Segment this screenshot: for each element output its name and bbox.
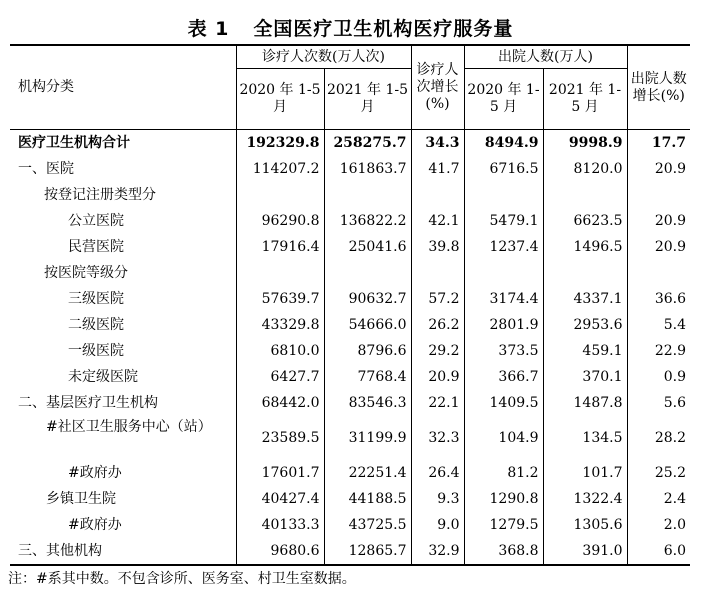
cell-visits-2021: 136822.2 <box>324 208 411 234</box>
row-label: 未定级医院 <box>10 364 236 390</box>
table-row <box>10 364 690 390</box>
cell-discharge-2021: 1305.6 <box>543 512 627 538</box>
cell-visits-2021: 25041.6 <box>324 234 411 260</box>
header-category: 机构分类 <box>10 45 236 130</box>
cell-discharge-growth: 36.6 <box>627 286 690 312</box>
cell-discharge-growth: 25.2 <box>627 460 690 486</box>
cell-visits-2020: 114207.2 <box>236 156 324 182</box>
header-visits-2020: 2020 年 1-5 月 <box>236 69 324 130</box>
cell-discharge-2021: 1322.4 <box>543 486 627 512</box>
cell-visits-growth: 41.7 <box>411 156 464 182</box>
cell-discharge-growth: 2.0 <box>627 512 690 538</box>
table-row <box>10 208 690 234</box>
cell-discharge-2021: 1487.8 <box>543 390 627 416</box>
cell-visits-2020: 6810.0 <box>236 338 324 364</box>
cell-discharge-growth <box>627 260 690 286</box>
table-row <box>10 312 690 338</box>
cell-discharge-2020: 368.8 <box>464 538 543 565</box>
cell-discharge-2020: 104.9 <box>464 416 543 460</box>
cell-discharge-2020: 1279.5 <box>464 512 543 538</box>
header-discharge-group: 出院人数(万人) <box>464 45 627 69</box>
cell-discharge-growth: 2.4 <box>627 486 690 512</box>
cell-visits-2021: 83546.3 <box>324 390 411 416</box>
cell-discharge-2021: 4337.1 <box>543 286 627 312</box>
cell-visits-2020 <box>236 182 324 208</box>
table-row <box>10 416 690 460</box>
table-row <box>10 390 690 416</box>
row-label: 三级医院 <box>10 286 236 312</box>
cell-visits-2020: 40427.4 <box>236 486 324 512</box>
cell-visits-2021: 22251.4 <box>324 460 411 486</box>
table-row <box>10 130 690 157</box>
cell-discharge-2020: 1290.8 <box>464 486 543 512</box>
row-label: 按登记注册类型分 <box>10 182 236 208</box>
cell-discharge-2021: 6623.5 <box>543 208 627 234</box>
table-number: 表 1 <box>187 18 230 40</box>
cell-discharge-2021: 8120.0 <box>543 156 627 182</box>
cell-visits-growth: 57.2 <box>411 286 464 312</box>
header-visits-growth: 诊疗人次增长(%) <box>411 45 464 130</box>
cell-visits-growth: 34.3 <box>411 130 464 157</box>
table-row <box>10 182 690 208</box>
cell-visits-growth: 20.9 <box>411 364 464 390</box>
header-visits-2021: 2021 年 1-5 月 <box>324 69 411 130</box>
row-label: #社区卫生服务中心（站） <box>10 416 236 460</box>
table-row <box>10 234 690 260</box>
cell-visits-2021: 54666.0 <box>324 312 411 338</box>
row-label: 一、医院 <box>10 156 236 182</box>
cell-visits-2021: 44188.5 <box>324 486 411 512</box>
cell-discharge-2020 <box>464 260 543 286</box>
cell-discharge-2021 <box>543 182 627 208</box>
cell-visits-2020: 192329.8 <box>236 130 324 157</box>
cell-discharge-growth: 22.9 <box>627 338 690 364</box>
cell-discharge-2021: 101.7 <box>543 460 627 486</box>
cell-visits-2020: 40133.3 <box>236 512 324 538</box>
row-label: 一级医院 <box>10 338 236 364</box>
footnote: 注：#系其中数。不包含诊所、医务室、村卫生室数据。 <box>8 571 356 587</box>
table-title-text: 全国医疗卫生机构医疗服务量 <box>253 18 514 40</box>
cell-visits-growth <box>411 182 464 208</box>
row-label: #政府办 <box>10 512 236 538</box>
cell-visits-growth: 26.2 <box>411 312 464 338</box>
cell-discharge-2020: 2801.9 <box>464 312 543 338</box>
cell-visits-2021: 8796.6 <box>324 338 411 364</box>
cell-visits-2021: 258275.7 <box>324 130 411 157</box>
cell-visits-2020: 9680.6 <box>236 538 324 565</box>
cell-visits-2020: 68442.0 <box>236 390 324 416</box>
cell-visits-2020: 6427.7 <box>236 364 324 390</box>
table-row <box>10 538 690 565</box>
cell-visits-2021 <box>324 182 411 208</box>
cell-visits-2021: 161863.7 <box>324 156 411 182</box>
cell-discharge-2020: 373.5 <box>464 338 543 364</box>
cell-visits-growth <box>411 260 464 286</box>
cell-discharge-2020: 3174.4 <box>464 286 543 312</box>
row-label: 二、基层医疗卫生机构 <box>10 390 236 416</box>
cell-discharge-2021: 370.1 <box>543 364 627 390</box>
cell-visits-growth: 32.9 <box>411 538 464 565</box>
cell-discharge-2020: 81.2 <box>464 460 543 486</box>
row-label: 三、其他机构 <box>10 538 236 565</box>
row-label: 民营医院 <box>10 234 236 260</box>
table-row <box>10 512 690 538</box>
cell-discharge-2021: 134.5 <box>543 416 627 460</box>
cell-visits-growth: 39.8 <box>411 234 464 260</box>
cell-discharge-2020: 6716.5 <box>464 156 543 182</box>
cell-visits-growth: 32.3 <box>411 416 464 460</box>
cell-visits-2021: 12865.7 <box>324 538 411 565</box>
cell-discharge-growth <box>627 182 690 208</box>
cell-discharge-2021: 9998.9 <box>543 130 627 157</box>
cell-discharge-2020 <box>464 182 543 208</box>
cell-discharge-growth: 17.7 <box>627 130 690 157</box>
row-label: 二级医院 <box>10 312 236 338</box>
cell-visits-2020: 17916.4 <box>236 234 324 260</box>
cell-visits-growth: 9.3 <box>411 486 464 512</box>
cell-discharge-growth: 0.9 <box>627 364 690 390</box>
cell-discharge-2021: 391.0 <box>543 538 627 565</box>
table-title <box>0 14 701 41</box>
table-row <box>10 486 690 512</box>
cell-discharge-growth: 20.9 <box>627 208 690 234</box>
cell-visits-growth: 29.2 <box>411 338 464 364</box>
cell-visits-2021: 31199.9 <box>324 416 411 460</box>
cell-visits-2020: 57639.7 <box>236 286 324 312</box>
cell-discharge-2020: 5479.1 <box>464 208 543 234</box>
cell-discharge-2020: 1237.4 <box>464 234 543 260</box>
cell-visits-2020 <box>236 260 324 286</box>
cell-discharge-growth: 5.6 <box>627 390 690 416</box>
medical-service-table <box>10 44 690 566</box>
cell-discharge-2021: 459.1 <box>543 338 627 364</box>
cell-discharge-growth: 6.0 <box>627 538 690 565</box>
cell-discharge-growth: 20.9 <box>627 234 690 260</box>
cell-visits-growth: 22.1 <box>411 390 464 416</box>
cell-visits-2021 <box>324 260 411 286</box>
header-discharge-growth: 出院人数增长(%) <box>627 45 690 130</box>
cell-visits-2020: 23589.5 <box>236 416 324 460</box>
cell-visits-growth: 42.1 <box>411 208 464 234</box>
table-body <box>10 130 690 566</box>
header-visits-group: 诊疗人次数(万人次) <box>236 45 411 69</box>
cell-discharge-growth: 28.2 <box>627 416 690 460</box>
cell-visits-2021: 43725.5 <box>324 512 411 538</box>
table-row <box>10 286 690 312</box>
cell-visits-growth: 26.4 <box>411 460 464 486</box>
table-row <box>10 460 690 486</box>
cell-discharge-2021: 2953.6 <box>543 312 627 338</box>
cell-discharge-2021: 1496.5 <box>543 234 627 260</box>
cell-discharge-2020: 1409.5 <box>464 390 543 416</box>
cell-visits-2020: 43329.8 <box>236 312 324 338</box>
table-row <box>10 260 690 286</box>
cell-discharge-2021 <box>543 260 627 286</box>
row-label: 公立医院 <box>10 208 236 234</box>
cell-discharge-growth: 20.9 <box>627 156 690 182</box>
row-label: #政府办 <box>10 460 236 486</box>
cell-discharge-2020: 8494.9 <box>464 130 543 157</box>
table-row <box>10 338 690 364</box>
cell-visits-2020: 17601.7 <box>236 460 324 486</box>
cell-visits-2021: 90632.7 <box>324 286 411 312</box>
cell-visits-2021: 7768.4 <box>324 364 411 390</box>
row-label: 医疗卫生机构合计 <box>10 130 236 157</box>
cell-discharge-2020: 366.7 <box>464 364 543 390</box>
row-label: 按医院等级分 <box>10 260 236 286</box>
header-discharge-2021: 2021 年 1-5 月 <box>543 69 627 130</box>
cell-visits-growth: 9.0 <box>411 512 464 538</box>
cell-visits-2020: 96290.8 <box>236 208 324 234</box>
cell-discharge-growth: 5.4 <box>627 312 690 338</box>
row-label: 乡镇卫生院 <box>10 486 236 512</box>
table-row <box>10 156 690 182</box>
header-discharge-2020: 2020 年 1-5 月 <box>464 69 543 130</box>
